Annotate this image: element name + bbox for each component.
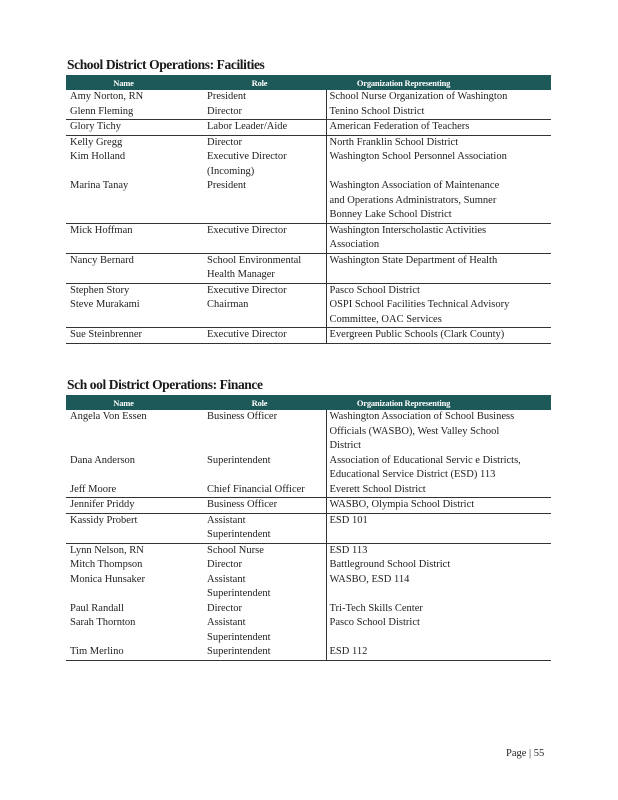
role-cell-line: (Incoming) <box>207 165 255 177</box>
name-cell-line: Marina Tanay <box>70 180 129 191</box>
table-row <box>66 602 551 617</box>
organization-cell <box>326 558 551 573</box>
role-cell <box>203 513 326 543</box>
column-header-organization: Organization Representing <box>326 395 551 410</box>
name-cell <box>66 328 203 344</box>
page-footer <box>506 748 544 759</box>
role-cell <box>203 179 326 223</box>
organization-cell-line: Pasco School District <box>329 284 420 296</box>
finance-header-row <box>66 395 551 410</box>
name-cell <box>66 135 203 150</box>
role-cell <box>203 120 326 136</box>
organization-cell-line: Officials (WASBO), West Valley School <box>329 425 500 437</box>
name-cell-line: Glenn Fleming <box>70 105 134 117</box>
role-cell-line: Business Officer <box>207 499 278 510</box>
organization-cell-line: ESD 113 <box>329 544 368 556</box>
name-cell-line: Paul Randall <box>70 602 124 614</box>
page-number: 55 <box>533 748 545 759</box>
organization-cell <box>326 253 551 283</box>
role-cell <box>203 543 326 558</box>
name-cell-line: Tim Merlino <box>70 646 124 657</box>
role-cell-line: Labor Leader/Aide <box>207 121 288 132</box>
organization-cell-line: Bonney Lake School District <box>329 209 452 220</box>
name-cell <box>66 120 203 136</box>
name-cell-line: Glory Tichy <box>70 121 122 132</box>
role-cell <box>203 645 326 660</box>
role-cell <box>203 454 326 483</box>
organization-cell <box>326 298 551 328</box>
organization-cell <box>326 223 551 253</box>
name-cell <box>66 498 203 514</box>
facilities-table <box>66 75 551 344</box>
organization-cell <box>326 498 551 514</box>
name-cell-line: Sue Steinbrenner <box>70 329 143 340</box>
organization-cell-line: WASBO, ESD 114 <box>329 573 410 585</box>
role-cell-line: Superintendent <box>207 454 271 466</box>
role-cell-line: Chairman <box>207 299 249 310</box>
organization-cell-line: Washington State Department of Health <box>329 254 498 266</box>
organization-cell <box>326 410 551 454</box>
role-cell-line: Superintendent <box>207 631 271 643</box>
organization-cell-line: Battleground School District <box>329 559 451 570</box>
table-row <box>66 120 551 136</box>
name-cell <box>66 179 203 223</box>
role-cell-line: Executive Director <box>207 224 287 236</box>
column-header-name: Name <box>66 75 203 90</box>
role-cell-line: Director <box>207 105 242 117</box>
organization-cell <box>326 483 551 498</box>
name-cell-line: Jennifer Priddy <box>70 499 135 510</box>
organization-cell <box>326 120 551 136</box>
name-cell-line: Kassidy Probert <box>70 514 138 526</box>
organization-cell <box>326 602 551 617</box>
organization-cell-line: Pasco School District <box>329 617 420 628</box>
role-cell-line: Assistant <box>207 617 246 628</box>
name-cell <box>66 253 203 283</box>
role-cell-line: School Environmental <box>207 254 302 266</box>
organization-cell-line: Washington School Personnel Association <box>329 151 507 162</box>
page-label: Page | <box>506 748 532 759</box>
organization-cell-line: Tenino School District <box>329 105 425 117</box>
role-cell-line: Superintendent <box>207 588 271 599</box>
organization-cell <box>326 543 551 558</box>
table-row <box>66 410 551 454</box>
organization-cell-line: Educational Service District (ESD) 113 <box>329 469 496 480</box>
name-cell-line: Kim Holland <box>70 151 126 162</box>
organization-cell-line: American Federation of Teachers <box>329 121 470 132</box>
name-cell-line: Steve Murakami <box>70 299 140 310</box>
role-cell <box>203 223 326 253</box>
role-cell-line: Director <box>207 602 242 614</box>
facilities-title: School District Operations: Facilities <box>67 57 265 72</box>
organization-cell-line: ESD 112 <box>329 646 368 657</box>
organization-cell <box>326 283 551 298</box>
organization-cell <box>326 645 551 660</box>
finance-body <box>66 410 551 660</box>
organization-cell-line: OSPI School Facilities Technical Advisory <box>329 299 510 310</box>
table-row <box>66 513 551 543</box>
name-cell-line: Lynn Nelson, RN <box>70 544 144 556</box>
table-row <box>66 179 551 223</box>
organization-cell-line: Washington Association of School Business <box>329 411 515 422</box>
table-row <box>66 150 551 179</box>
column-header-name: Name <box>66 395 203 410</box>
organization-cell <box>326 328 551 344</box>
name-cell-line: Amy Norton, RN <box>70 91 144 102</box>
role-cell-line: Director <box>207 559 242 570</box>
role-cell-line: Chief Financial Officer <box>207 483 305 495</box>
name-cell <box>66 483 203 498</box>
table-row <box>66 223 551 253</box>
finance-table <box>66 395 551 661</box>
facilities-header-row <box>66 75 551 90</box>
role-cell-line: Assistant <box>207 514 246 526</box>
column-header-role: Role <box>203 395 326 410</box>
role-cell-line: Business Officer <box>207 411 278 422</box>
name-cell <box>66 283 203 298</box>
role-cell-line: School Nurse <box>207 544 264 556</box>
name-cell-line: Mick Hoffman <box>70 224 133 236</box>
organization-cell-line: Committee, OAC Services <box>329 313 442 325</box>
role-cell <box>203 105 326 120</box>
table-row <box>66 105 551 120</box>
name-cell <box>66 558 203 573</box>
organization-cell <box>326 454 551 483</box>
table-row <box>66 645 551 660</box>
name-cell-line: Dana Anderson <box>70 454 136 466</box>
name-cell <box>66 513 203 543</box>
organization-cell <box>326 90 551 105</box>
organization-cell-line: Evergreen Public Schools (Clark County) <box>329 329 505 340</box>
organization-cell <box>326 513 551 543</box>
name-cell <box>66 298 203 328</box>
name-cell-line: Mitch Thompson <box>70 559 143 570</box>
organization-cell <box>326 105 551 120</box>
role-cell <box>203 150 326 179</box>
organization-cell <box>326 135 551 150</box>
name-cell <box>66 410 203 454</box>
name-cell-line: Jeff Moore <box>70 483 117 495</box>
name-cell-line: Angela Von Essen <box>70 411 147 422</box>
role-cell-line: President <box>207 180 247 191</box>
role-cell-line: Health Manager <box>207 269 275 280</box>
role-cell-line: Superintendent <box>207 646 271 657</box>
organization-cell-line: WASBO, Olympia School District <box>329 499 475 510</box>
organization-cell-line: ESD 101 <box>329 514 368 526</box>
table-row <box>66 543 551 558</box>
name-cell <box>66 90 203 105</box>
role-cell <box>203 616 326 645</box>
organization-cell <box>326 573 551 602</box>
name-cell-line: Stephen Story <box>70 284 130 296</box>
table-row <box>66 253 551 283</box>
table-row <box>66 573 551 602</box>
role-cell <box>203 410 326 454</box>
role-cell <box>203 328 326 344</box>
table-row <box>66 298 551 328</box>
name-cell <box>66 105 203 120</box>
organization-cell-line: North Franklin School District <box>329 136 459 148</box>
facilities-section <box>66 57 551 344</box>
name-cell-line: Sarah Thornton <box>70 617 136 628</box>
role-cell <box>203 90 326 105</box>
organization-cell-line: Washington Interscholastic Activities <box>329 224 487 236</box>
table-row <box>66 558 551 573</box>
organization-cell-line: District <box>329 440 361 451</box>
role-cell-line: Superintendent <box>207 529 271 540</box>
role-cell-line: President <box>207 91 247 102</box>
finance-section <box>66 377 551 661</box>
table-row <box>66 483 551 498</box>
role-cell-line: Director <box>207 136 242 148</box>
role-cell <box>203 135 326 150</box>
role-cell <box>203 283 326 298</box>
table-row <box>66 135 551 150</box>
organization-cell <box>326 150 551 179</box>
name-cell <box>66 573 203 602</box>
organization-cell-line: and Operations Administrators, Sumner <box>329 194 497 206</box>
name-cell <box>66 223 203 253</box>
name-cell-line: Kelly Gregg <box>70 136 123 148</box>
name-cell <box>66 645 203 660</box>
role-cell <box>203 558 326 573</box>
role-cell-line: Executive Director <box>207 329 287 340</box>
name-cell-line: Monica Hunsaker <box>70 573 145 585</box>
organization-cell-line: Everett School District <box>329 483 426 495</box>
column-header-role: Role <box>203 75 326 90</box>
organization-cell-line: Association of Educational Servic e Districts, <box>329 454 521 466</box>
role-cell <box>203 498 326 514</box>
organization-cell-line: Association <box>329 239 380 250</box>
organization-cell <box>326 616 551 645</box>
name-cell <box>66 454 203 483</box>
role-cell-line: Executive Director <box>207 284 287 296</box>
organization-cell-line: Washington Association of Maintenance <box>329 180 500 191</box>
facilities-body <box>66 90 551 343</box>
table-row <box>66 90 551 105</box>
table-row <box>66 498 551 514</box>
table-row <box>66 328 551 344</box>
finance-title: Sch ool District Operations: Finance <box>67 377 263 392</box>
organization-cell-line: Tri-Tech Skills Center <box>329 602 423 614</box>
role-cell <box>203 602 326 617</box>
role-cell-line: Assistant <box>207 573 246 585</box>
role-cell <box>203 483 326 498</box>
role-cell <box>203 253 326 283</box>
role-cell <box>203 298 326 328</box>
organization-cell <box>326 179 551 223</box>
name-cell <box>66 543 203 558</box>
name-cell-line: Nancy Bernard <box>70 254 134 266</box>
organization-cell-line: School Nurse Organization of Washington <box>329 91 508 102</box>
table-row <box>66 454 551 483</box>
name-cell <box>66 150 203 179</box>
name-cell <box>66 602 203 617</box>
table-row <box>66 283 551 298</box>
name-cell <box>66 616 203 645</box>
table-row <box>66 616 551 645</box>
role-cell-line: Executive Director <box>207 151 287 162</box>
role-cell <box>203 573 326 602</box>
column-header-organization: Organization Representing <box>326 75 551 90</box>
